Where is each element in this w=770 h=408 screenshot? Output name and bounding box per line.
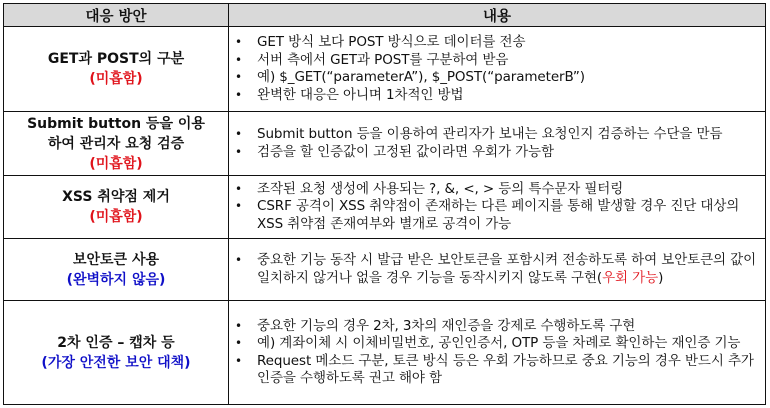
bullet-icon: • bbox=[235, 35, 242, 50]
method-cell bbox=[4, 301, 229, 405]
table-row bbox=[4, 112, 766, 175]
content-cell bbox=[229, 112, 766, 175]
method-cell bbox=[4, 239, 229, 301]
list-item: • Request 메소드 구분, 토큰 방식 등은 우회 가능하므로 중요 기능의 경우 반드시 추가 인증을 수행하도록 권고 해야 함 bbox=[235, 352, 754, 387]
bullet-icon: • bbox=[235, 144, 242, 159]
bullet-icon: • bbox=[235, 353, 242, 368]
table-row bbox=[4, 239, 766, 301]
list-item: • 예) 계좌이체 시 이체비밀번호, 공인인증서, OTP 등을 차례로 확인하는 재인증 기능 bbox=[235, 335, 741, 352]
bullet-list bbox=[233, 252, 759, 287]
bullet-icon: • bbox=[235, 70, 242, 85]
status-label: (미흡함) bbox=[89, 155, 143, 172]
status-label: (가장 안전한 보안 대책) bbox=[41, 354, 191, 371]
method-label: 보안토큰 사용 bbox=[72, 251, 160, 268]
bullet-icon: • bbox=[235, 127, 242, 142]
bullet-icon: • bbox=[235, 318, 242, 333]
method-label: XSS 취약점 제거 bbox=[62, 188, 170, 205]
status-label: (완벽하지 않음) bbox=[66, 271, 166, 288]
method-cell bbox=[4, 27, 229, 112]
bullet-list bbox=[233, 34, 759, 104]
status-label: (미흡함) bbox=[89, 71, 143, 88]
method-label-line2: 하여 관리자 요청 검증 bbox=[47, 135, 185, 152]
bullet-icon: • bbox=[235, 253, 242, 268]
bullet-icon: • bbox=[235, 87, 242, 102]
content-cell bbox=[229, 175, 766, 238]
method-cell bbox=[4, 112, 229, 175]
table-header-row bbox=[4, 4, 766, 27]
list-item: • 검증을 할 인증값이 고정된 값이라면 우회가 가능함 bbox=[235, 143, 554, 160]
list-item: • CSRF 공격이 XSS 취약점이 존재하는 다른 페이지를 통해 발생할 경우 진단 대상의 XSS 취약점 존재여부와 별개로 공격이 가능 bbox=[235, 198, 740, 232]
bullet-icon: • bbox=[235, 199, 242, 214]
list-item: • 중요한 기능의 경우 2차, 3차의 재인증을 강제로 수행하도록 구현 bbox=[235, 317, 636, 334]
status-label: (미흡함) bbox=[89, 208, 143, 225]
list-item: • GET 방식 보다 POST 방식으로 데이터를 전송 bbox=[235, 34, 526, 51]
list-item: • 서버 측에서 GET과 POST를 구분하여 받음 bbox=[235, 51, 509, 68]
header-content: 내용 bbox=[229, 4, 766, 27]
header-method: 대응 방안 bbox=[4, 4, 229, 27]
table-row bbox=[4, 27, 766, 112]
bypass-highlight: 우회 가능 bbox=[602, 269, 659, 286]
bullet-icon: • bbox=[235, 336, 242, 351]
bullet-icon: • bbox=[235, 52, 242, 67]
bullet-icon: • bbox=[235, 181, 242, 196]
method-label-line1: Submit button 등을 이용 bbox=[27, 115, 205, 132]
content-cell bbox=[229, 239, 766, 301]
bullet-list bbox=[233, 318, 759, 388]
table-row bbox=[4, 301, 766, 405]
bullet-list bbox=[233, 126, 759, 161]
method-label: GET과 POST의 구분 bbox=[47, 51, 185, 68]
list-item: • 중요한 기능 동작 시 발급 받은 보안토큰을 포함시켜 전송하도록 하여 보안토큰의 값이 일치하지 않거나 없을 경우 기능을 동작시키지 않도록 구현(우회 가능) bbox=[235, 252, 757, 286]
list-item: • Submit button 등을 이용하여 관리자가 보내는 요청인지 검증하는 수단을 만듬 bbox=[235, 126, 723, 143]
method-cell bbox=[4, 175, 229, 238]
method-label: 2차 인증 – 캡차 등 bbox=[57, 334, 175, 351]
table-row bbox=[4, 175, 766, 238]
list-item: • 예) $_GET(“parameterA”), $_POST(“parameterB”) bbox=[235, 69, 585, 86]
list-item: • 조작된 요청 생성에 사용되는 ?, &, <, > 등의 특수문자 필터링 bbox=[235, 180, 624, 197]
list-item: • 완벽한 대응은 아니며 1차적인 방법 bbox=[235, 86, 464, 103]
content-cell bbox=[229, 27, 766, 112]
content-cell bbox=[229, 301, 766, 405]
countermeasure-table bbox=[3, 3, 766, 405]
bullet-list bbox=[233, 181, 759, 234]
